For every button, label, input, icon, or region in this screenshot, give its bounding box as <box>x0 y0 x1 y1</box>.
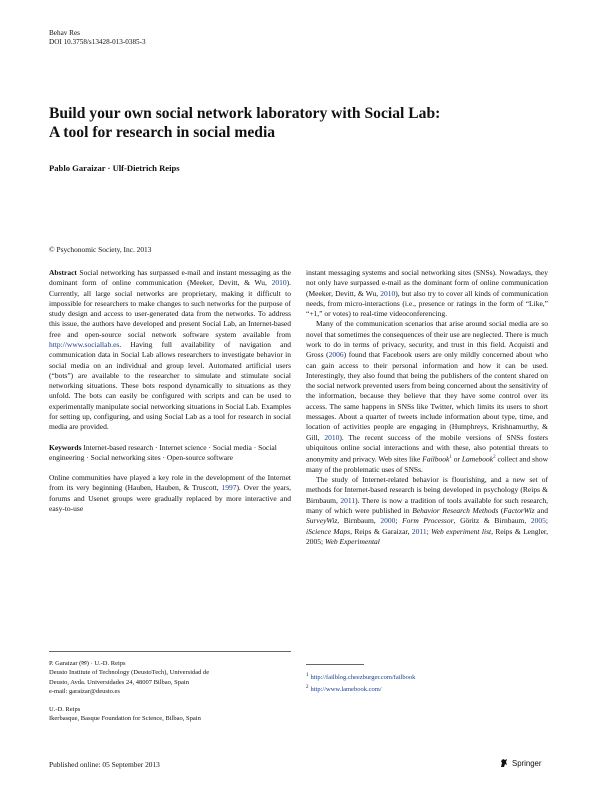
paragraph: Many of the communication scenarios that arise around social media are so novel that sometimes the consequences of their use are neglected. There is much work to do in terms of privacy, security, and trust in this field. Acquisti and Gross (2006) found that Facebook users are only mildly concerned about who can gain access to their personal information and how it can be used. Interestingly, they also found that being the publishers of the content shared on the social network prevented users from being concerned about the sensitivity of the information, because they believe that they have some control over its access. The same happens in SNSs like Twitter, which limits its users to short messages. About a quarter of tweets include information about type, time, and location of activities people are engaging in (Humphreys, Krishnamurthy, & Gill, 2010). The recent success of the mobile versions of SNSs fosters ubiquitous online social interactions and with these, also potential threats to anonymity and privacy. Web sites like Failbook$^1$ or Lamebook$^2$ collect and show many of the problematic uses of SNSs. <box>306 319 549 474</box>
citation-link[interactable]: 2010 <box>324 432 340 442</box>
affiliation-divider <box>49 651 291 652</box>
citation-link[interactable]: 2011 <box>340 495 356 505</box>
springer-horse-icon <box>499 758 509 768</box>
citation-link[interactable]: 2010 <box>271 278 287 288</box>
title-line-1: Build your own social network laboratory with Social Lab: <box>49 105 441 122</box>
left-column <box>49 268 291 514</box>
keywords-label: Keywords <box>49 442 82 452</box>
footnote: $^1$ http://failblog.cheezburger.com/failbook <box>306 673 416 682</box>
paragraph: The study of Internet-related behavior is flourishing, and a new set of methods for Internet-based research is being developed in psychology (Reips & Birnbaum, 2011). There is now a tradition of tools available for such research, many of which were published in Behavior Research Methods (FactorWiz and SurveyWiz, Birnbaum, 2000; Form Processor, Göritz & Birnbaum, 2005; iScience Maps, Reips & Garaizar, 2011; Web experiment list, Reips & Lengler, 2005; Web Experimental <box>306 475 548 546</box>
footnote-url-link[interactable]: http://failblog.cheezburger.com/failbook <box>310 674 416 682</box>
journal-header <box>49 29 146 47</box>
authors: Pablo Garaizar · Ulf-Dietrich Reips <box>49 163 180 173</box>
citation-link[interactable]: 2010 <box>380 288 396 298</box>
citation-link[interactable]: 1997 <box>221 483 237 493</box>
published-date: Published online: 05 September 2013 <box>49 760 160 769</box>
footnote-ref[interactable]: 2 <box>493 455 496 461</box>
footnote: $^2$ http://www.lamebook.com/ <box>306 684 382 693</box>
paper-title <box>49 104 549 142</box>
affiliations: P. Garaizar (✉) · U.-D. Reips Deusto Institute of Technology (DeustoTech), Universidad de Deusto, Avda. Universidades 24, 48007 Bilbao, Spain e-mail: garaizar@deusto.es U.-D. Reips Ikerbasque, Basque Foundation for Science, Bilbao, Spain <box>49 659 291 723</box>
keywords: Keywords Internet-based research · Internet science · Social media · Social engineering · Social networking sites · Open-source software <box>49 442 277 462</box>
citation-link[interactable]: 2000 <box>380 516 396 526</box>
right-column <box>306 268 548 547</box>
doi: DOI 10.3758/s13428-013-0385-3 <box>49 38 146 46</box>
copyright: © Psychonomic Society, Inc. 2013 <box>49 245 152 254</box>
citation-link[interactable]: 2011 <box>411 526 427 536</box>
title-line-2: A tool for research in social media <box>49 124 276 141</box>
abstract: Abstract Social networking has surpassed e-mail and instant messaging as the dominant form of online communication (Meeker, Devitt, & Wu, 2010). Currently, all large social networks are proprietary, making it difficult to impossible for researchers to make changes to such networks for the purpose of study design and access to user-generated data from the networks. To address this issue, the authors have developed and present Social Lab, an Internet-based free and open-source social network software system available from http://www.sociallab.es. Having full availability of navigation and communication data in Social Lab allows researchers to investigate behavior in social media on an individual and group level. Automated artificial users (“bots”) are available to the researcher to simulate and stimulate social networking situations. These bots respond dynamically to situations as they unfold. The bots can easily be configured with scripts and can be used to experimentally manipulate social networking situations in Social Lab. Examples for setting up, configuring, and using Social Lab as a tool for research in social media are provided. <box>49 268 291 432</box>
citation-link[interactable]: 2005 <box>530 516 546 526</box>
intro-paragraph: Online communities have played a key role in the development of the Internet from its very beginning (Hauben, Hauben, & Truscott, 1997). Over the years, forums and Usenet groups were gradually replaced by more interactive and easy-to-use <box>49 473 292 513</box>
footnote-divider <box>306 664 364 665</box>
footnote-url-link[interactable]: http://www.lamebook.com/ <box>310 685 382 693</box>
abstract-label: Abstract <box>49 268 77 277</box>
footnote-ref[interactable]: 1 <box>449 455 452 461</box>
journal-name: Behav Res <box>49 29 80 37</box>
sociallab-url-link[interactable]: http://www.sociallab.es <box>49 339 120 349</box>
author-email: e-mail: garaizar@deusto.es <box>49 688 120 696</box>
paragraph: instant messaging systems and social networking sites (SNSs). Nowadays, they not only have surpassed e-mail as the dominant form of online communication (Meeker, Devitt, & Wu, 2010), but also try to cover all kinds of communication needs, from micro-interactions (i.e., presence or ratings in the form of “Like,” “+1,” or votes) to real-time videoconferencing. <box>306 268 548 319</box>
citation-link[interactable]: 2006 <box>328 350 344 360</box>
footnotes <box>306 671 548 694</box>
publisher-logo <box>499 758 541 768</box>
publisher-name: Springer <box>512 758 542 768</box>
